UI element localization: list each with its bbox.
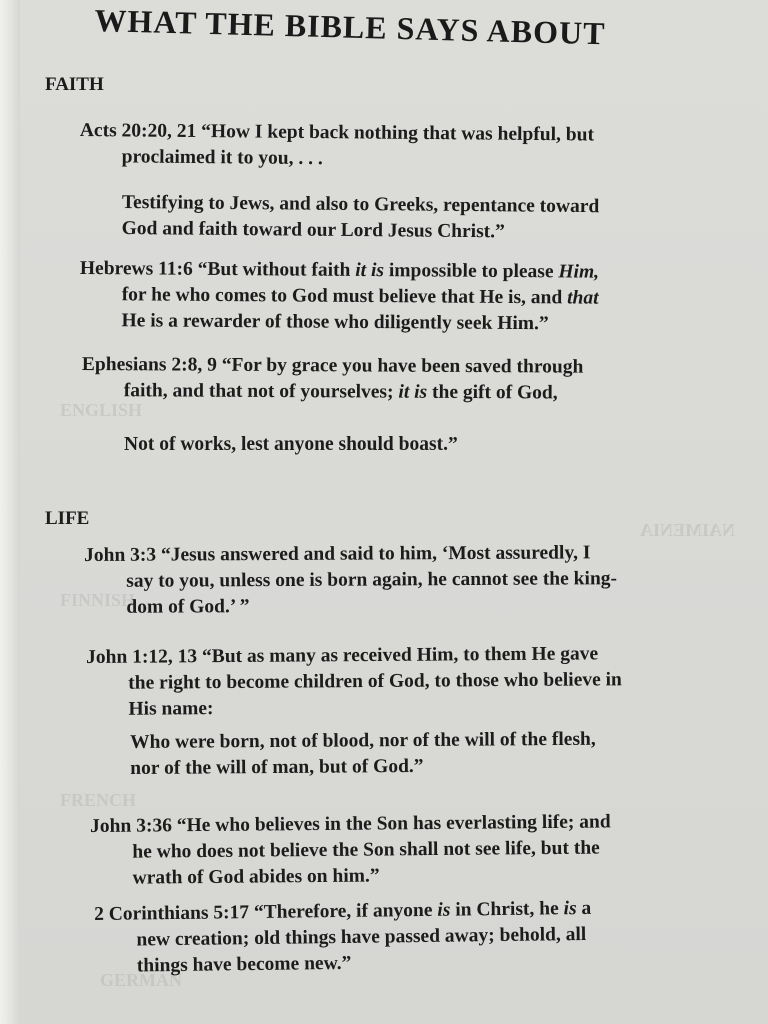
verse-reference: Hebrews 11:6 [79,257,193,280]
verse-text: “Therefore, if anyone [253,899,438,924]
verse-text: “But without faith [197,258,356,281]
verse-reference: John 3:36 [90,815,173,837]
verse-john-3-3 [84,540,749,621]
verse-acts [80,118,750,176]
verse-john-3-36 [90,808,751,892]
verse-text: new creation; old things have passed away; behold, all [136,923,587,951]
verse-text: dom of God.’ ” [126,596,250,618]
page-title: WHAT THE BIBLE SAYS ABOUT [94,2,606,52]
verse-text: things have become new.” [136,952,352,977]
bleed-through-text: FINNISH [60,590,136,610]
verse-text: Who were born, not of blood, nor of the will of the flesh, [130,728,596,753]
verse-text: “Jesus answered and said to him, ‘Most assuredly, I [160,542,591,566]
verse-reference: Ephesians 2:8, 9 [81,353,217,376]
verse-john-1-12 [86,640,752,723]
verse-text: wrath of God abides on him.” [132,865,380,889]
verse-text: His name: [128,698,214,720]
verse-text: Testifying to Jews, and also to Greeks, repentance toward [121,191,600,218]
verse-reference: Acts 20:20, 21 [79,119,197,143]
verse-reference: John 3:3 [84,544,157,566]
verse-ephesians [82,352,752,408]
verse-continuation: Not of works, lest anyone should boast.” [124,434,458,455]
verse-text: impossible to please [383,260,559,283]
bleed-through-text: FRENCH [60,790,136,810]
verse-text: He is a rewarder of those who diligently seek Him.” [121,310,549,335]
verse-continuation [122,190,752,247]
verse-italic: Him, [558,261,600,283]
bleed-through-text: ENGLISH [60,400,143,420]
verse-text: in Christ, he [450,898,564,921]
verse-reference: John 1:12, 13 [86,646,198,668]
verse-reference: 2 Corinthians 5:17 [94,902,250,925]
verse-text: “But as many as received Him, to them He gave [201,643,599,668]
verse-text: “For by grace you have been saved through [221,354,584,378]
verse-text: proclaimed it to you, . . . [121,146,323,170]
book-gutter [0,0,21,1024]
verse-italic: it is [398,381,428,403]
verse-italic: it is [355,259,385,282]
section-heading-faith: FAITH [45,74,104,95]
verse-hebrews [79,256,750,339]
verse-text: he who does not believe the Son shall not see life, but the [132,837,600,863]
verse-text: say to you, unless one is born again, he cannot see the king- [126,568,618,592]
verse-italic: is [437,899,451,921]
verse-text: the right to become children of God, to those who believe in [128,669,622,694]
verse-text: nor of the will of man, but of God.” [130,755,424,779]
verse-italic: that [567,287,599,309]
bleed-through-text: NAIMENIA [640,520,736,540]
section-heading-life: LIFE [45,508,90,529]
bleed-through-text: GERMAN [100,970,182,990]
verse-text: faith, and that not of yourselves; [123,380,399,403]
verse-continuation [130,726,745,782]
verse-text: the gift of God, [427,381,558,404]
verse-text: “How I kept back nothing that was helpful, but [201,121,595,146]
verse-text: God and faith toward our Lord Jesus Christ.” [121,217,505,243]
verse-2-corinthians [94,894,745,980]
verse-text: a [576,897,592,920]
verse-text: “He who believes in the Son has everlasting life; and [176,811,611,837]
verse-italic: is [563,898,577,920]
verse-text: for he who comes to God must believe that He is, and [121,284,568,309]
